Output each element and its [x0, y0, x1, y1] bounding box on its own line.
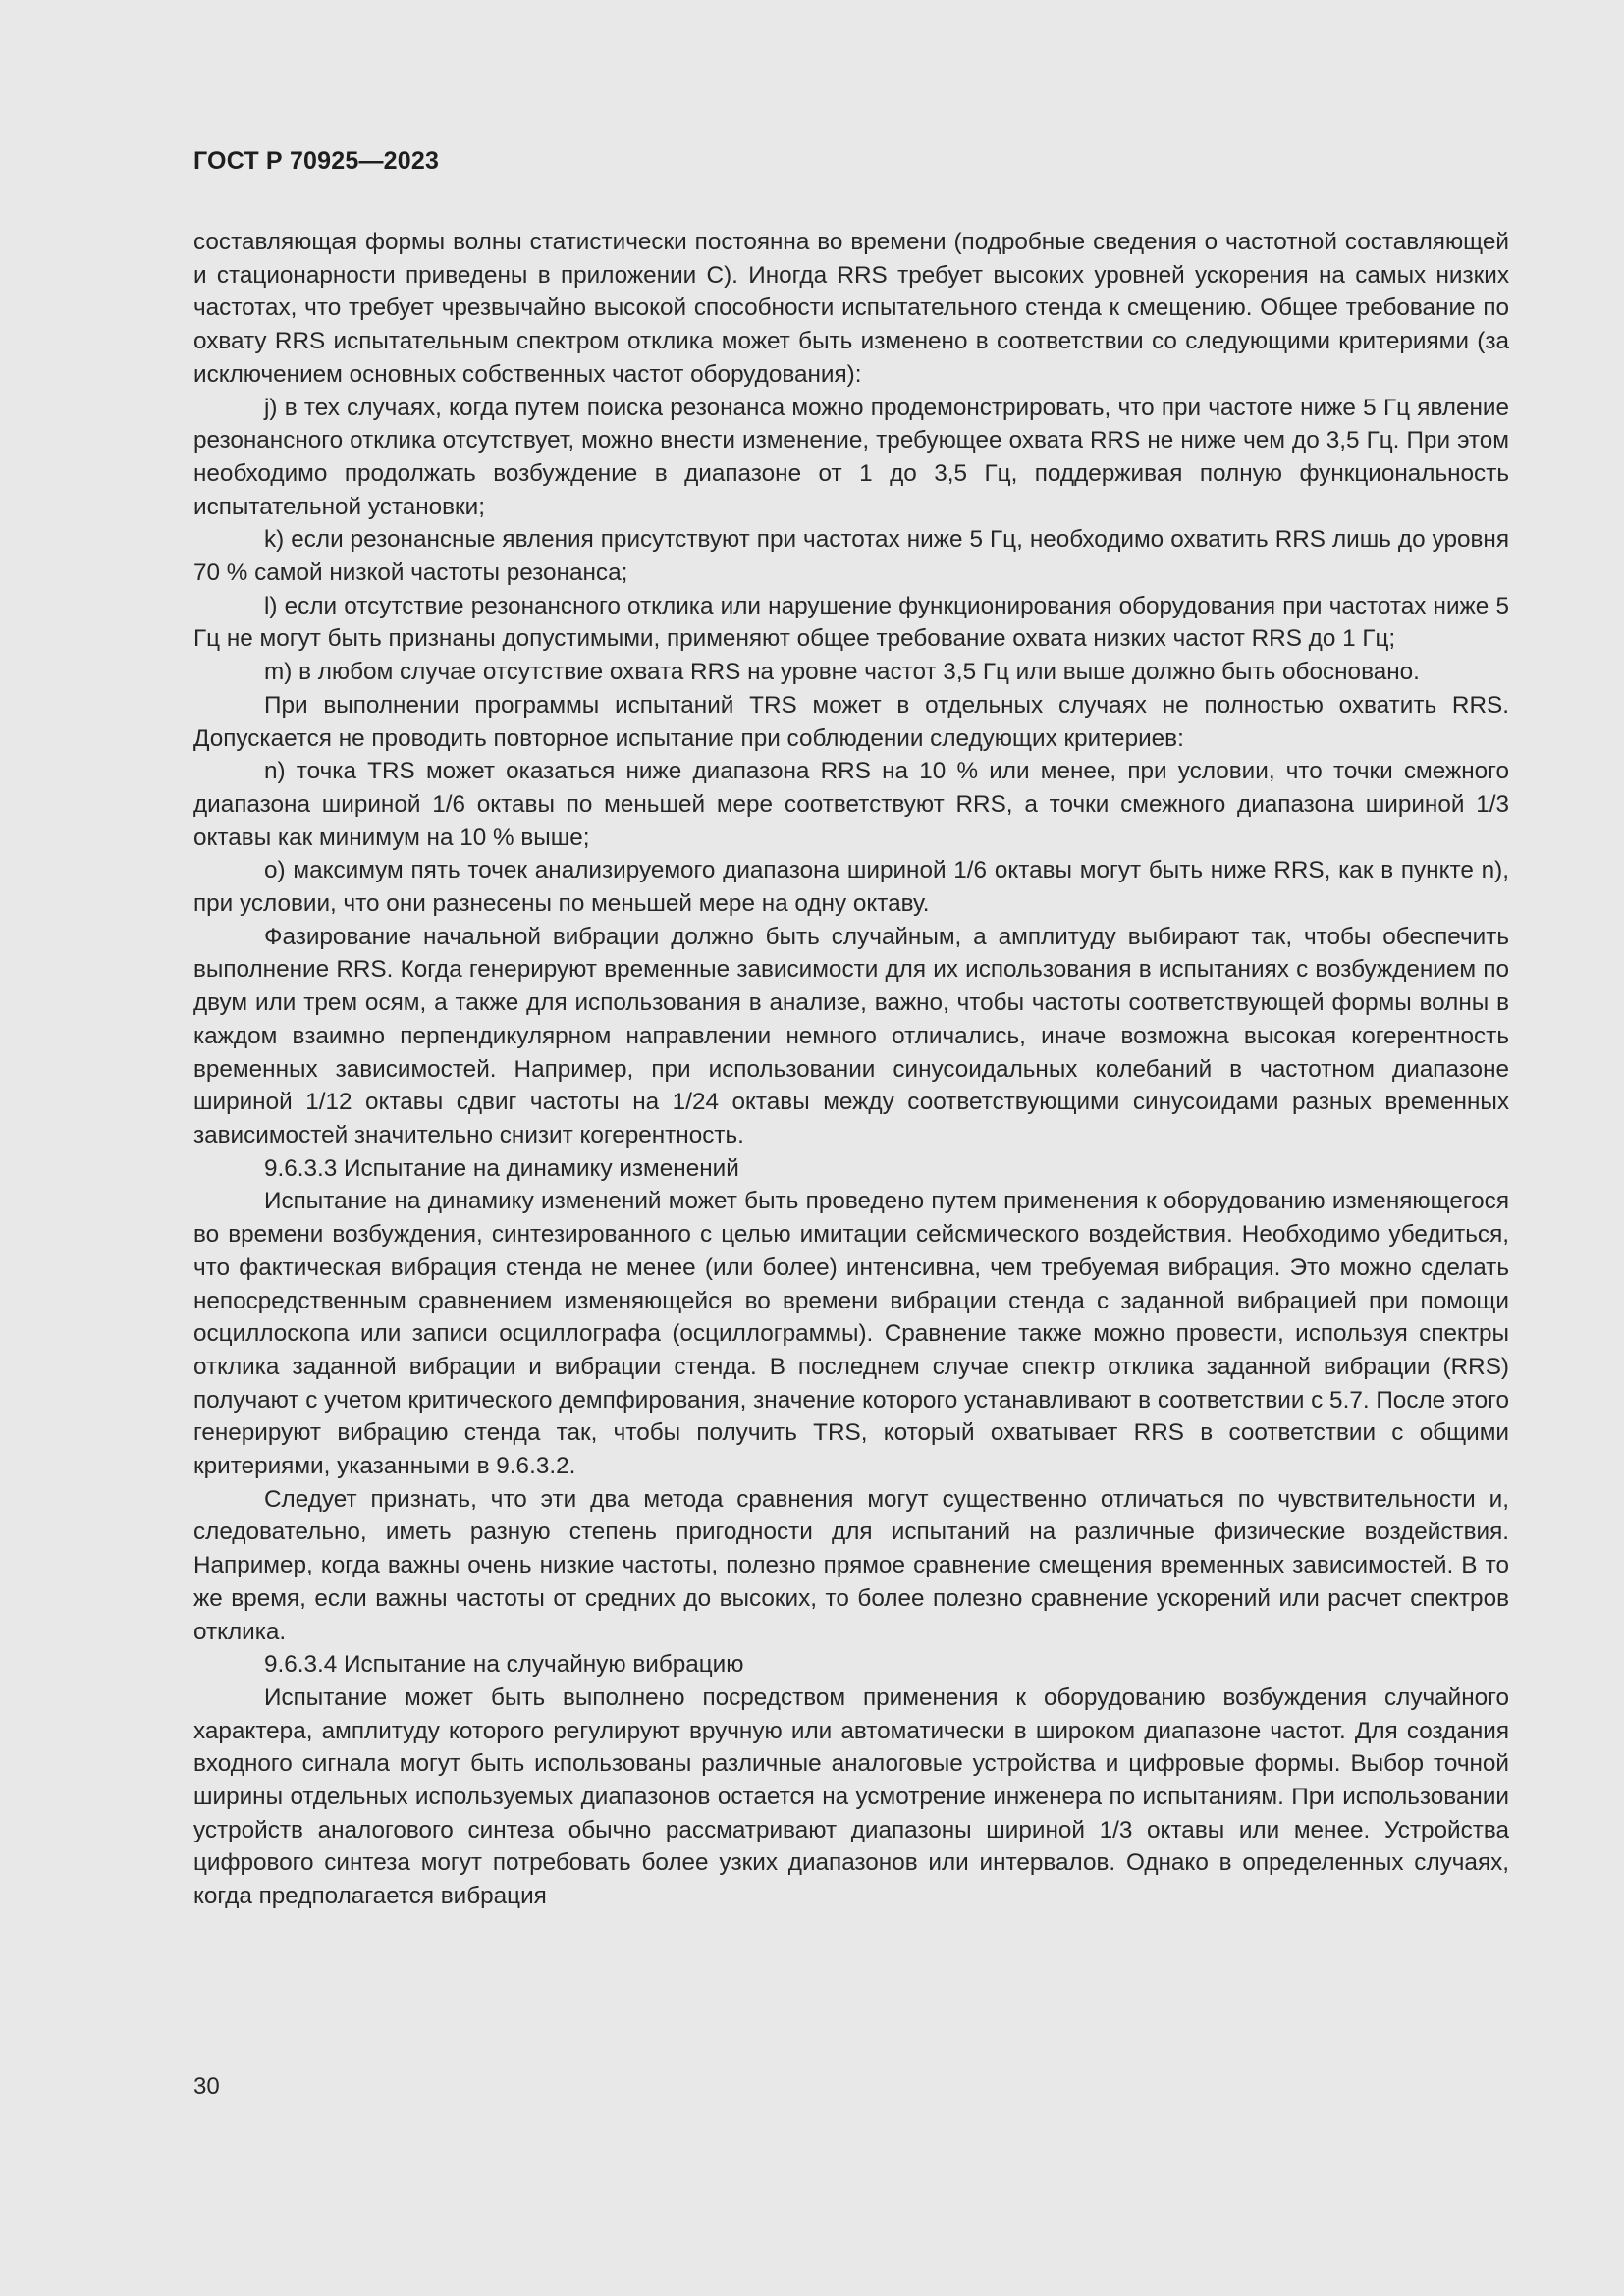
paragraph: Испытание на динамику изменений может быть проведено путем применения к оборудованию изменяющегося во времени возбуждения, синтезированного с целью имитации сейсмического воздействия. Необходимо убедиться, что фактическая вибрация стенда не менее (или более) интенсивна, чем требуемая вибрация. Это можно сделать непосредственным сравнением изменяющейся во времени вибрации стенда с заданной вибрацией при помощи осциллоскопа или записи осциллографа (осциллограммы). Сравнение также можно провести, используя спектры отклика заданной вибрации и вибрации стенда. В последнем случае спектр отклика заданной вибрации (RRS) получают с учетом критического демпфирования, значение которого устанавливают в соответствии с 5.7. После этого генерируют вибрацию стенда так, чтобы получить TRS, который охватывает RRS в соответствии с общими критериями, указанными в 9.6.3.2.: [193, 1188, 1509, 1480]
section-heading-9-6-3-3: 9.6.3.3 Испытание на динамику изменений: [264, 1154, 739, 1182]
list-item-m: m) в любом случае отсутствие охвата RRS на уровне частот 3,5 Гц или выше должно быть обосновано.: [264, 659, 1420, 686]
paragraph: составляющая формы волны статистически постоянна во времени (подробные сведения о частотной составляющей и стационарности приведены в приложении С). Иногда RRS требует высоких уровней ускорения на самых низких частотах, что требует чрезвычайно высокой способности испытательного стенда к смещению. Общее требование по охвату RRS испытательным спектром отклика может быть изменено в соответствии со следующими критериями (за исключением основных собственных частот оборудования):: [193, 229, 1509, 388]
list-item-k: k) если резонансные явления присутствуют при частотах ниже 5 Гц, необходимо охватить RRS лишь до уровня 70 % самой низкой частоты резонанса;: [193, 526, 1509, 587]
paragraph: Следует признать, что эти два метода сравнения могут существенно отличаться по чувствительности и, следовательно, иметь разную степень пригодности для испытаний на различные физические воздействия. Например, когда важны очень низкие частоты, полезно прямое сравнение смещения временных зависимостей. В то же время, если важны частоты от средних до высоких, то более полезно сравнение ускорений или расчет спектров отклика.: [193, 1485, 1509, 1645]
paragraph: Фазирование начальной вибрации должно быть случайным, а амплитуду выбирают так, чтобы обеспечить выполнение RRS. Когда генерируют временные зависимости для их использования в испытаниях с возбуждением по двум или трем осям, а также для использования в анализе, важно, чтобы частоты соответствующей формы волны в каждом взаимно перпендикулярном направлении немного отличались, иначе возможна высокая когерентность временных зависимостей. Например, при использовании синусоидальных колебаний в частотном диапазоне шириной 1/12 октавы сдвиг частоты на 1/24 октавы между соответствующими синусоидами разных временных зависимостей значительно снизит когерентность.: [193, 923, 1509, 1148]
list-item-j: j) в тех случаях, когда путем поиска резонанса можно продемонстрировать, что при частоте ниже 5 Гц явление резонансного отклика отсутствует, можно внести изменение, требующее охвата RRS не ниже чем до 3,5 Гц. При этом необходимо продолжать возбуждение в диапазоне от 1 до 3,5 Гц, поддерживая полную функциональность испытательной установки;: [193, 394, 1509, 520]
list-item-o: o) максимум пять точек анализируемого диапазона шириной 1/6 октавы могут быть ниже RRS, как в пункте n), при условии, что они разнесены по меньшей мере на одну октаву.: [193, 857, 1509, 918]
list-item-n: n) точка TRS может оказаться ниже диапазона RRS на 10 % или менее, при условии, что точки смежного диапазона шириной 1/6 октавы по меньшей мере соответствуют RRS, а точки смежного диапазона шириной 1/3 октавы как минимум на 10 % выше;: [193, 758, 1509, 851]
section-heading-9-6-3-4: 9.6.3.4 Испытание на случайную вибрацию: [264, 1651, 744, 1679]
body-text: [193, 226, 1509, 1913]
document-header: ГОСТ Р 70925—2023: [193, 147, 440, 175]
page-number: 30: [193, 2073, 220, 2100]
paragraph: Испытание может быть выполнено посредством применения к оборудованию возбуждения случайного характера, амплитуду которого регулируют вручную или автоматически в широком диапазоне частот. Для создания входного сигнала могут быть использованы различные аналоговые устройства и цифровые формы. Выбор точной ширины отдельных используемых диапазонов остается на усмотрение инженера по испытаниям. При использовании устройств аналогового синтеза обычно рассматривают диапазоны шириной 1/3 октавы или менее. Устройства цифрового синтеза могут потребовать более узких диапазонов или интервалов. Однако в определенных случаях, когда предполагается вибрация: [193, 1683, 1509, 1910]
list-item-l: l) если отсутствие резонансного отклика или нарушение функционирования оборудования при частотах ниже 5 Гц не могут быть признаны допустимыми, применяют общее требование охвата низких частот RRS до 1 Гц;: [193, 592, 1509, 653]
paragraph: При выполнении программы испытаний TRS может в отдельных случаях не полностью охватить RRS. Допускается не проводить повторное испытание при соблюдении следующих критериев:: [193, 691, 1509, 752]
